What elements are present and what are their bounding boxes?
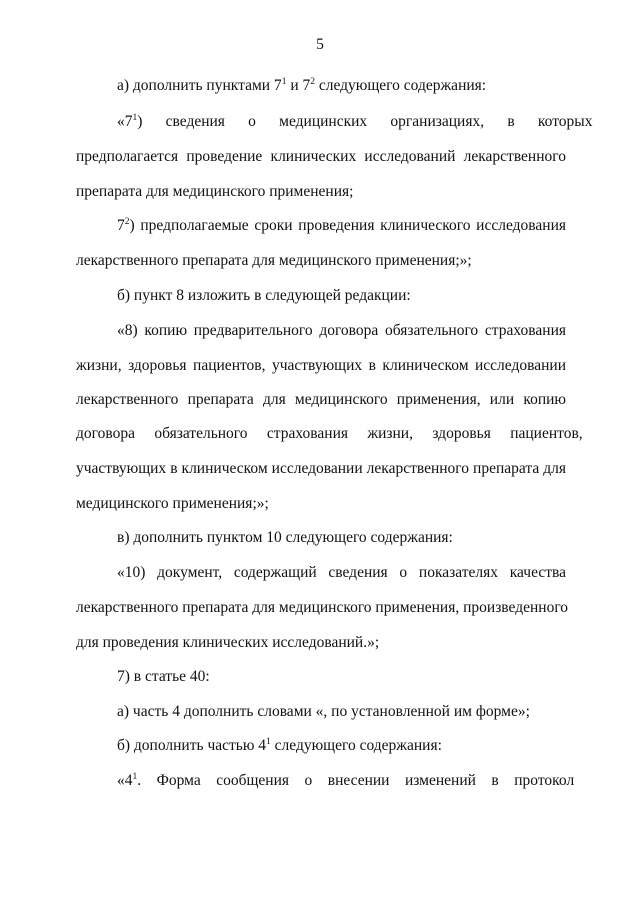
paragraph-8-line-3: лекарственного препарата для медицинского применения, или копию	[76, 391, 566, 408]
paragraph-7-2-line-2: лекарственного препарата для медицинского применения;»;	[76, 252, 472, 269]
item-7-a: а) часть 4 дополнить словами «, по установленной им форме»;	[117, 703, 530, 720]
paragraph-7-1-line-3: препарата для медицинского применения;	[76, 183, 354, 200]
paragraph-10-line-3: для проведения клинических исследований.»;	[76, 634, 380, 651]
paragraph-7-1-line-2: предполагается проведение клинических исследований лекарственного	[76, 148, 566, 165]
paragraph-b-intro: б) пункт 8 изложить в следующей редакции:	[117, 287, 411, 304]
paragraph-7-1-line-1: «$7^1$) сведения о медицинских организациях, в которых	[117, 113, 593, 130]
paragraph-v-intro: в) дополнить пунктом 10 следующего содержания:	[117, 529, 453, 546]
paragraph-10-line-2: лекарственного препарата для медицинского применения, произведенного	[76, 599, 569, 616]
page-number: 5	[316, 36, 324, 53]
item-7: 7) в статье 40:	[117, 668, 210, 685]
paragraph-10-line-1: «10) документ, содержащий сведения о показателях качества	[117, 564, 566, 581]
paragraph-8-line-1: «8) копию предварительного договора обязательного страхования	[117, 322, 566, 339]
item-7-b: б) дополнить частью $4^1$ следующего содержания:	[117, 737, 442, 754]
paragraph-8-line-5: участвующих в клиническом исследовании лекарственного препарата для	[76, 460, 566, 477]
paragraph-a-intro: а) дополнить пунктами $7^1$ и $7^2$ следующего содержания:	[117, 77, 487, 94]
paragraph-4-1-line-1: «$4^1$. Форма сообщения о внесении изменений в протокол	[117, 772, 575, 789]
paragraph-7-2-line-1: $7^2$) предполагаемые сроки проведения клинического исследования	[117, 217, 566, 234]
paragraph-8-line-6: медицинского применения;»;	[76, 495, 269, 512]
paragraph-8-line-4: договора обязательного страхования жизни, здоровья пациентов,	[76, 425, 583, 442]
paragraph-8-line-2: жизни, здоровья пациентов, участвующих в клиническом исследовании	[76, 357, 566, 374]
